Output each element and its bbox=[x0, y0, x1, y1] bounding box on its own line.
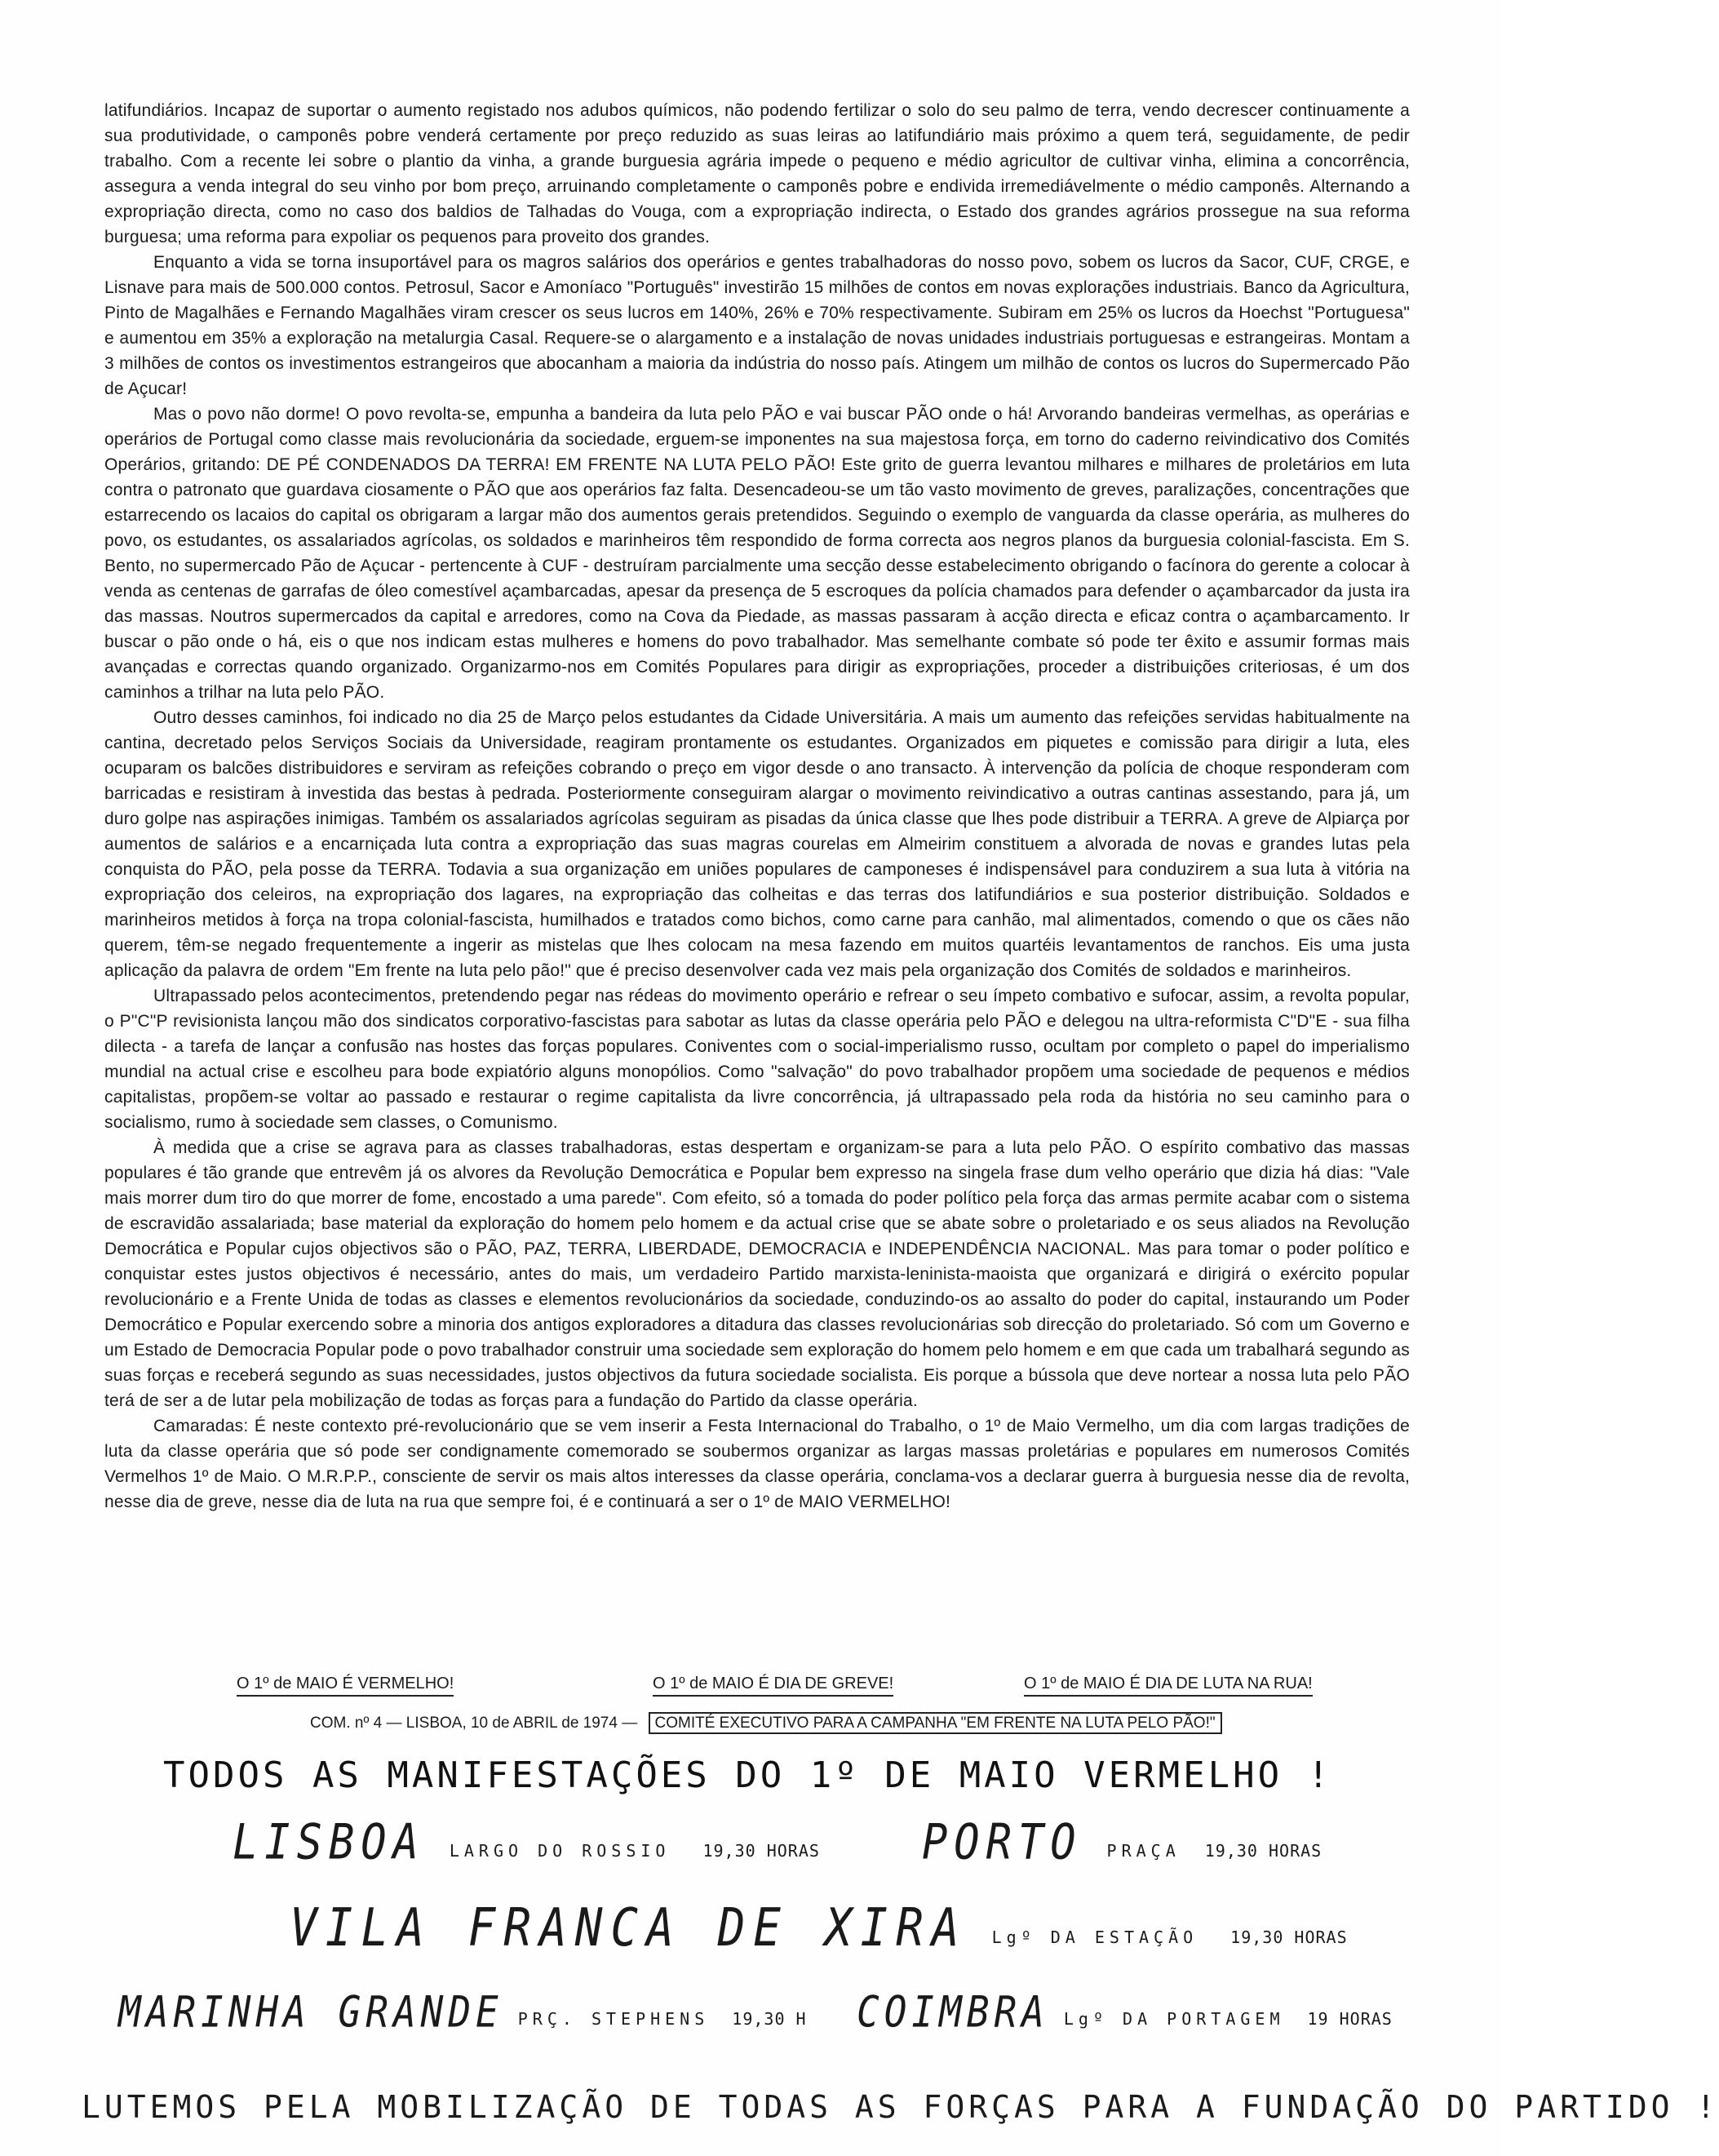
place: LARGO DO ROSSIO bbox=[449, 1841, 671, 1861]
time: 19 HORAS bbox=[1307, 2009, 1393, 2029]
headline: TODOS AS MANIFESTAÇÕES DO 1º DE MAIO VERMELHO ! bbox=[163, 1755, 1333, 1796]
rally-coimbra bbox=[857, 1985, 1393, 2038]
slogan: O 1º de MAIO É DIA DE GREVE! bbox=[653, 1675, 893, 1697]
city: COIMBRA bbox=[857, 1985, 1049, 2038]
paragraph: latifundiários. Incapaz de suportar o aumento registado nos adubos químicos, não podendo fertilizar o solo do seu palmo de terra, vendo decrescer continuamente a sua produtividade, o camponês pobre venderá certamente por preço reduzido as suas leiras ao latifundiário mais próximo a quem terá, seguidamente, de pedir trabalho. Com a recente lei sobre o plantio da vinha, a grande burguesia agrária impede o pequeno e médio agricultor de cultivar vinha, elimina a concorrência, assegura a venda integral do seu vinho por bom preço, arruinando completamente o camponês pobre e endivida irremediávelmente o médio camponês. Alternando a expropriação directa, como no caso dos baldios de Talhadas do Vouga, com a expropriação indirecta, o Estado dos grandes agrários prossegue na sua reforma burguesa; uma reforma para expoliar os pequenos para proveito dos grandes. bbox=[104, 101, 1410, 246]
communique-line bbox=[310, 1715, 1222, 1732]
place: Lgº DA ESTAÇÃO bbox=[991, 1928, 1198, 1947]
rally-lisboa bbox=[233, 1814, 820, 1871]
place: PRAÇA bbox=[1106, 1841, 1181, 1861]
paragraph: Ultrapassado pelos acontecimentos, pretendendo pegar nas rédeas do movimento operário e refrear o seu ímpeto combativo e sufocar, assim, a revolta popular, o P"C"P revisionista lançou mão dos sindicatos corporativo-fascistas para sabotar as lutas da classe operária pelo PÃO e delegou na ultra-reformista C"D"E - sua filha dilecta - a tarefa de lançar a confusão nas hostes das forças populares. Coniventes com o social-imperialismo russo, ocultam por completo o papel do imperialismo mundial na actual crise e escolheu para bode expiatório alguns monopólios. Como "salvação" do povo trabalhador propõem uma sociedade de pequenos e médios capitalistas, propõem-se voltar ao passado e restaurar o regime capitalista da livre concorrência, já ultrapassado pela roda da história no seu caminho para o socialismo, rumo à sociedade sem classes, o Comunismo. bbox=[104, 987, 1410, 1132]
paragraph: Enquanto a vida se torna insuportável para os magros salários dos operários e gentes trabalhadoras do nosso povo, sobem os lucros da Sacor, CUF, CRGE, e Lisnave para mais de 500.000 contos. Petrosul, Sacor e Amoníaco "Português" investirão 15 milhões de contos em novas explorações industriais. Banco da Agricultura, Pinto de Magalhães e Fernando Magalhães viram crescer os seus lucros em 140%, 26% e 70% respectivamente. Subiram em 25% os lucros da Hoechst "Portuguesa" e aumentou em 35% a exploração na metalurgia Casal. Requere-se o alargamento e a instalação de novas unidades industriais portuguesas e estrangeiras. Montam a 3 milhões de contos os investimentos estrangeiros que abocanham a maioria da indústria do nosso país. Atingem um milhão de contos os lucros do Supermercado Pão de Açucar! bbox=[104, 253, 1410, 398]
body-text bbox=[104, 98, 1410, 1515]
closing-slogan: LUTEMOS PELA MOBILIZAÇÃO DE TODAS AS FORÇAS PARA A FUNDAÇÃO DO PARTIDO ! bbox=[82, 2089, 1719, 2125]
place: PRÇ. STEPHENS bbox=[517, 2009, 710, 2029]
rally-marinha-grande bbox=[118, 1985, 807, 2038]
paragraph: Outro desses caminhos, foi indicado no dia 25 de Março pelos estudantes da Cidade Universitária. A mais um aumento das refeições servidas habitualmente na cantina, decretado pelos Serviços Sociais da Universidade, reagiram prontamente os estudantes. Organizados em piquetes e comissão para dirigir a luta, eles ocuparam os balcões distribuidores e serviram as refeições cobrando o preço em vigor desde o ano transacto. À intervenção da polícia de choque responderam com barricadas e resistiram à investida das bestas à pedrada. Posteriormente conseguiram alargar o movimento reivindicativo a outras cantinas assestando, para já, um duro golpe nas aspirações inimigas. Também os assalariados agrícolas seguiram as pisadas da única classe que lhes pode distribuir a TERRA. A greve de Alpiarça por aumentos de salários e a encarniçada luta contra a expropriação das suas magras courelas em Almeirim constituem a alvorada de novas e grandes lutas pela conquista do PÃO, pela posse da TERRA. Todavia a sua organização em uniões populares de camponeses é indispensável para conduzirem a sua luta à vitória na expropriação dos celeiros, na expropriação dos lagares, na expropriação das colheitas e das terras dos latifundiários e sua posterior distribuição. Soldados e marinheiros metidos à força na tropa colonial-fascista, humilhados e tratados como bichos, como carne para canhão, mal alimentados, comendo o que os cães não querem, têm-se negado frequentemente a ingerir as mistelas que lhes colocam na mesa fazendo em muitos quartéis levantamentos de ranchos. Eis uma justa aplicação da palavra de ordem "Em frente na luta pelo pão!" que é preciso desenvolver cada vez mais pela organização dos Comités de soldados e marinheiros. bbox=[104, 708, 1410, 980]
paragraph: Mas o povo não dorme! O povo revolta-se, empunha a bandeira da luta pelo PÃO e vai buscar PÃO onde o há! Arvorando bandeiras vermelhas, as operárias e operários de Portugal como classe mais revolucionária da sociedade, erguem-se imponentes na sua majestosa força, em torno do caderno reivindicativo dos Comités Operários, gritando: DE PÉ CONDENADOS DA TERRA! EM FRENTE NA LUTA PELO PÃO! Este grito de guerra levantou milhares e milhares de proletários em luta contra o patronato que guardava ciosamente o PÃO que aos operários faz falta. Desencadeou-se um tão vasto movimento de greves, paralizações, concentrações que estarrecendo os lacaios do capital os obrigaram a largar mão dos aumentos gerais pretendidos. Seguindo o exemplo de vanguarda da classe operária, as mulheres do povo, os estudantes, os assalariados agrícolas, os soldados e marinheiros têm respondido de forma correcta aos negros planos da burguesia colonial-fascista. Em S. Bento, no supermercado Pão de Açucar - pertencente à CUF - destruíram parcialmente uma secção desse estabelecimento obrigando o facínora do gerente a colocar à venda as centenas de garrafas de óleo comestível açambarcadas, apesar da presença de 5 escroques da polícia chamados para defender o açambarcador da justa ira das massas. Noutros supermercados da capital e arredores, como na Cova da Piedade, as massas passaram à acção directa e eficaz contra o açambarcamento. Ir buscar o pão onde o há, eis o que nos indicam estas mulheres e homens do povo trabalhador. Mas semelhante combate só pode ter êxito e assumir formas mais avançadas e correctas quando organizado. Organizarmo-nos em Comités Populares para dirigir as expropriações, proceder a distribuições criteriosas, é um dos caminhos a trilhar na luta pelo PÃO. bbox=[104, 405, 1410, 702]
paragraph: À medida que a crise se agrava para as classes trabalhadoras, estas despertam e organizam-se para a luta pelo PÃO. O espírito combativo das massas populares é tão grande que entrevêm já os alvores da Revolução Democrática e Popular bem expresso na singela frase dum velho operário que dizia há dias: "Vale mais morrer dum tiro do que morrer de fome, encostado a uma parede". Com efeito, só a tomada do poder político pela força das armas permite acabar com o sistema de escravidão assalariada; base material da exploração do homem pelo homem e da actual crise que se abate sobre o proletariado e os seus aliados na Revolução Democrática e Popular cujos objectivos são o PÃO, PAZ, TERRA, LIBERDADE, DEMOCRACIA e INDEPENDÊNCIA NACIONAL. Mas para tomar o poder político e conquistar estes justos objectivos é necessário, antes do mais, um verdadeiro Partido marxista-leninista-maoista que organizará e dirigirá o exército popular revolucionário e a Frente Unida de todas as classes e elementos revolucionários da sociedade, conduzindo-os ao assalto do poder do capital, instaurando um Poder Democrático e Popular exercendo sobre a minoria dos antigos exploradores a ditadura das classes revolucionárias sob direcção do proletariado. Só com um Governo e um Estado de Democracia Popular pode o povo trabalhador construir uma sociedade sem exploração do homem pelo homem e em que cada um trabalhará segundo as suas forças e receberá segundo as suas necessidades, justos objectivos da futura sociedade socialista. Eis porque a bússola que deve nortear a nossa luta pelo PÃO terá de ser a de lutar pela mobilização de todas as forças para a fundação do Partido da classe operária. bbox=[104, 1138, 1410, 1410]
city: MARINHA GRANDE bbox=[118, 1985, 503, 2038]
slogan: O 1º de MAIO É VERMELHO! bbox=[237, 1675, 454, 1697]
paragraph: Camaradas: É neste contexto pré-revolucionário que se vem inserir a Festa Internacional do Trabalho, o 1º de Maio Vermelho, um dia com largas tradições de luta da classe operária que só pode ser condignamente comemorado se soubermos organizar as largas massas proletárias e populares em numerosos Comités Vermelhos 1º de Maio. O M.R.P.P., consciente de servir os mais altos interesses da classe operária, conclama-vos a declarar guerra à burguesia nesse dia de revolta, nesse dia de greve, nesse dia de luta na rua que sempre foi, é e continuará a ser o 1º de MAIO VERMELHO! bbox=[104, 1417, 1410, 1511]
time: 19,30 H bbox=[732, 2009, 807, 2029]
rally-porto bbox=[922, 1814, 1322, 1871]
time: 19,30 HORAS bbox=[1230, 1928, 1348, 1947]
committee-box: COMITÉ EXECUTIVO PARA A CAMPANHA "EM FRENTE NA LUTA PELO PÃO!" bbox=[649, 1712, 1222, 1734]
communique-number: COM. nº 4 — LISBOA, 10 de ABRIL de 1974 — bbox=[310, 1715, 638, 1732]
city: LISBOA bbox=[233, 1814, 425, 1871]
city: PORTO bbox=[922, 1814, 1083, 1871]
time: 19,30 HORAS bbox=[1204, 1841, 1322, 1861]
rally-vila-franca bbox=[290, 1897, 1348, 1959]
slogan: O 1º de MAIO É DIA DE LUTA NA RUA! bbox=[1024, 1675, 1313, 1697]
time: 19,30 HORAS bbox=[702, 1841, 820, 1861]
place: Lgº DA PORTAGEM bbox=[1063, 2009, 1285, 2029]
city: VILA FRANCA DE XIRA bbox=[290, 1897, 968, 1959]
